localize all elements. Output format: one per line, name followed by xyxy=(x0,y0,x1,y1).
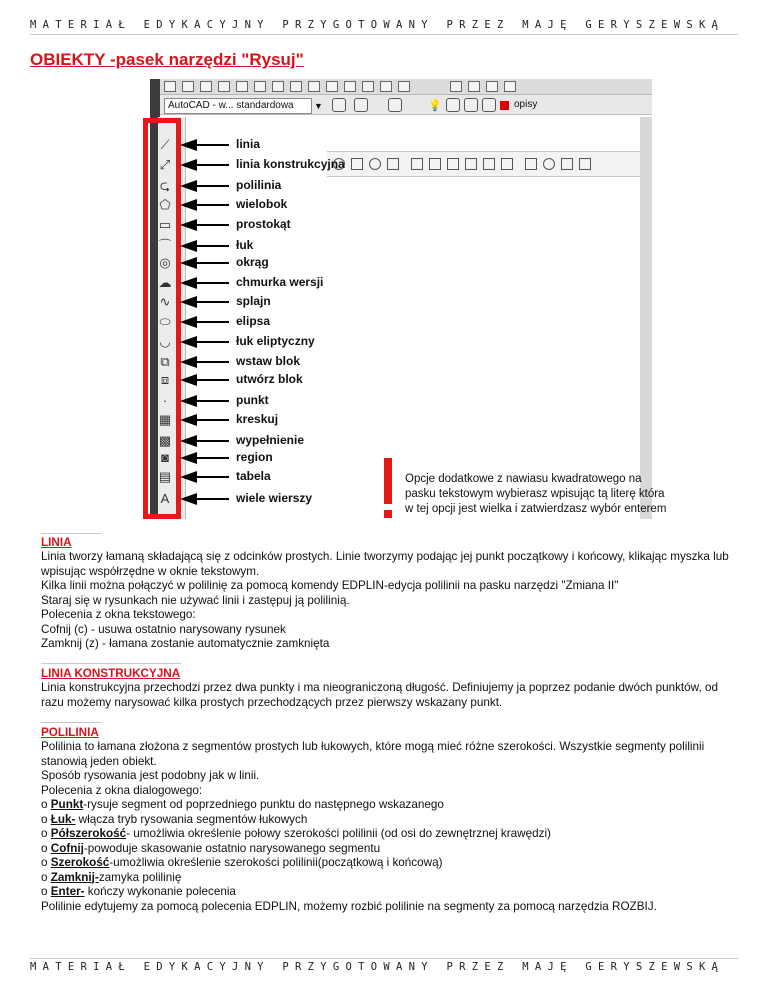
bullet-marker: o xyxy=(41,841,48,855)
arrow-left-icon xyxy=(180,316,197,328)
hatch-icon[interactable]: ▦ xyxy=(158,412,172,427)
tool-label: linia konstrukcyjna xyxy=(236,157,345,171)
section-divider xyxy=(41,722,101,723)
tool-label: okrąg xyxy=(236,255,269,269)
bullet-text: włącza tryb rysowania segmentów łukowych xyxy=(75,812,308,826)
bullet-text: -powoduje skasowanie ostatnio narysowanego segmentu xyxy=(83,841,381,855)
arrow-shaft xyxy=(196,400,229,402)
spline-icon[interactable]: ∿ xyxy=(159,294,171,309)
section-divider xyxy=(41,663,181,664)
elliptical-arc-icon[interactable]: ◡ xyxy=(159,334,171,349)
bullet-text: zamyka polilinię xyxy=(98,870,182,884)
paragraph: Zamknij (z) - łamana zostanie automatycznie zamknięta xyxy=(41,637,330,650)
arrow-shaft xyxy=(196,185,229,187)
tool-label: wstaw blok xyxy=(236,354,301,368)
paragraph: Linia tworzy łamaną składającą się z odcinków prostych. Linie tworzymy podając jej punkt początkowy i końcowy, klikając myszka lub wpisując współrzędne w oknie tekstowym. xyxy=(41,550,729,578)
circle-icon[interactable]: ◎ xyxy=(159,255,171,270)
tool-label: linia xyxy=(236,137,261,151)
bullet-item xyxy=(41,827,741,842)
bullet-marker: o xyxy=(41,812,48,826)
bullet-text: -rysuje segment od poprzedniego punktu do następnego wskazanego xyxy=(83,798,444,811)
bullet-keyword: Cofnij xyxy=(50,841,84,855)
arrow-shaft xyxy=(196,457,229,459)
bullet-keyword: Szerokość xyxy=(50,856,110,869)
section-body-linia-konstrukcyjna xyxy=(41,681,741,710)
arrow-left-icon xyxy=(180,257,197,269)
tool-label: utwórz blok xyxy=(236,372,303,386)
arrow-left-icon xyxy=(180,395,197,407)
tool-label: kreskuj xyxy=(236,412,279,426)
arrow-left-icon xyxy=(180,277,197,289)
arrow-left-icon xyxy=(180,296,197,308)
region-icon[interactable]: ◙ xyxy=(161,450,169,465)
bullet-item xyxy=(41,885,741,900)
bullet-marker: o xyxy=(41,885,48,898)
bullet-item xyxy=(41,856,741,871)
layer-manager-icon[interactable] xyxy=(388,98,402,112)
layer-state-icon[interactable] xyxy=(482,98,496,112)
gradient-icon[interactable]: ▩ xyxy=(158,433,172,448)
section-title-polilinia: POLILINIA xyxy=(41,726,99,739)
page-header: MATERIAŁ EDYKACYJNY PRZYGOTOWANY PRZEZ MAJĘ GERYSZEWSKĄ xyxy=(30,19,738,35)
arrow-shaft xyxy=(196,224,229,226)
rectangle-icon[interactable]: ▭ xyxy=(158,217,172,232)
bullet-item xyxy=(41,871,741,886)
create-block-icon[interactable]: ⧈ xyxy=(160,372,170,387)
bullet-keyword: Półszerokość xyxy=(50,827,127,840)
arrow-left-icon xyxy=(180,356,197,368)
arrow-left-icon xyxy=(180,452,197,464)
arrow-left-icon xyxy=(180,180,197,192)
arrow-shaft xyxy=(196,379,229,381)
arrow-left-icon xyxy=(180,374,197,386)
paragraph: Staraj się w rysunkach nie używać linii i zastępuj ją polilinią. xyxy=(41,593,350,607)
arrow-shaft xyxy=(196,262,229,264)
arrow-left-icon xyxy=(180,240,197,252)
page-footer: MATERIAŁ EDYKACYJNY PRZYGOTOWANY PRZEZ MAJĘ GERYSZEWSKĄ xyxy=(30,958,738,974)
layer-color-swatch xyxy=(500,101,509,110)
construction-line-icon[interactable]: ⤢ xyxy=(159,157,171,172)
bullet-item xyxy=(41,813,741,828)
line-icon[interactable]: ⟋ xyxy=(160,137,170,152)
arrow-left-icon xyxy=(180,435,197,447)
arrow-shaft xyxy=(196,341,229,343)
tool-row xyxy=(0,254,400,272)
tool-row xyxy=(0,392,400,410)
workspace-icon[interactable] xyxy=(354,98,368,112)
tool-label: polilinia xyxy=(236,178,282,192)
arrow-left-icon xyxy=(180,493,197,505)
tool-row xyxy=(0,196,400,214)
arrow-left-icon xyxy=(180,159,197,171)
arc-icon[interactable]: ⌒ xyxy=(158,238,172,253)
arrow-shaft xyxy=(196,204,229,206)
arrow-shaft xyxy=(196,419,229,421)
revision-cloud-icon[interactable]: ☁ xyxy=(158,275,172,290)
bullet-text: kończy wykonanie polecenia xyxy=(84,885,236,898)
paragraph: Polilinie edytujemy za pomocą polecenia EDPLIN, możemy rozbić polilinie na segmenty za pomocą narzędzia ROZBIJ. xyxy=(41,899,657,913)
bullet-text: -umożliwia określenie szerokości polilinii(początkową i końcową) xyxy=(109,856,443,869)
bullet-keyword: Łuk- xyxy=(50,812,76,826)
tool-label: region xyxy=(236,450,273,464)
bullet-text: - umożliwia określenie połowy szerokości polilinii (od osi do zewnętrznej krawędzi) xyxy=(126,827,551,840)
table-icon[interactable]: ▤ xyxy=(158,469,172,484)
tool-label: łuk eliptyczny xyxy=(236,334,315,348)
sun-icon[interactable] xyxy=(446,98,460,112)
lightbulb-icon[interactable]: 💡 xyxy=(428,100,442,112)
tool-label: elipsa xyxy=(236,314,271,328)
polygon-icon[interactable]: ⬠ xyxy=(159,197,171,212)
bullet-marker: o xyxy=(41,870,48,884)
tool-row xyxy=(0,136,400,154)
tool-label: wielobok xyxy=(236,197,288,211)
arrow-shaft xyxy=(196,282,229,284)
bullet-marker: o xyxy=(41,798,48,811)
bullet-keyword: Enter- xyxy=(50,885,85,898)
paragraph: Sposób rysowania jest podobny jak w linii. xyxy=(41,769,260,782)
arrow-left-icon xyxy=(180,139,197,151)
tool-row xyxy=(0,216,400,234)
paragraph: Polecenia z okna tekstowego: xyxy=(41,608,196,621)
tool-row xyxy=(0,468,400,486)
layer-name[interactable]: opisy xyxy=(514,99,538,110)
bullet-item xyxy=(41,842,741,857)
bullet-keyword: Punkt xyxy=(50,798,84,811)
tool-row xyxy=(0,449,400,467)
standard-toolbar xyxy=(150,79,652,95)
window-scroll-area xyxy=(640,117,652,519)
arrow-shaft xyxy=(196,245,229,247)
gear-icon[interactable] xyxy=(332,98,346,112)
paragraph: Linia konstrukcyjna przechodzi przez dwa punkty i ma nieograniczoną długość. Definiujemy ja poprzez podanie dwóch punktów, od razu możemy narysować kilka prostych przechodzących przez pierwszy wskazany punkt. xyxy=(41,681,718,709)
section-body-linia xyxy=(41,550,741,652)
tool-row xyxy=(0,353,400,371)
tool-label: łuk xyxy=(236,238,254,252)
ellipse-icon[interactable]: ⬭ xyxy=(159,314,171,329)
tool-label: prostokąt xyxy=(236,217,291,231)
tool-label: splajn xyxy=(236,294,271,308)
tool-row xyxy=(0,432,400,450)
arrow-shaft xyxy=(196,301,229,303)
tool-row xyxy=(0,371,400,389)
arrow-left-icon xyxy=(180,336,197,348)
multiline-text-icon[interactable]: A xyxy=(160,491,170,506)
lock-icon[interactable] xyxy=(464,98,478,112)
arrow-shaft xyxy=(196,321,229,323)
paragraph: Kilka linii można połączyć w polilinię za pomocą komendy EDPLIN-edycja polilinii na pasku narzędzi "Zmiana II" xyxy=(41,579,619,592)
arrow-left-icon xyxy=(180,471,197,483)
arrow-shaft xyxy=(196,144,229,146)
bullet-item xyxy=(41,798,741,813)
paragraph: Polecenia z okna dialogowego: xyxy=(41,783,203,797)
exclamation-icon xyxy=(380,458,396,518)
page-title: OBIEKTY -pasek narzędzi "Rysuj" xyxy=(30,50,304,69)
tool-row xyxy=(0,237,400,255)
arrow-left-icon xyxy=(180,414,197,426)
section-divider xyxy=(41,533,101,534)
tool-row xyxy=(0,490,400,508)
arrow-shaft xyxy=(196,498,229,500)
paragraph: Polilinia to łamana złożona z segmentów prostych lub łukowych, które mogą mieć różne szerokości. Wszystkie segmenty polilinii stanowią jeden obiekt. xyxy=(41,740,705,768)
options-note: Opcje dodatkowe z nawiasu kwadratowego na pasku tekstowym wybierasz wpisując tą literę która w tej opcji jest wielka i zatwierdzasz wybór enterem xyxy=(405,473,667,515)
arrow-left-icon xyxy=(180,199,197,211)
tool-label: chmurka wersji xyxy=(236,275,324,289)
tool-row xyxy=(0,411,400,429)
bullet-keyword: Zamknij- xyxy=(50,870,99,884)
tool-row xyxy=(0,274,400,292)
tool-row xyxy=(0,156,400,174)
arrow-shaft xyxy=(196,164,229,166)
tool-label: wypełnienie xyxy=(236,433,305,447)
section-title-linia-konstrukcyjna: LINIA KONSTRUKCYJNA xyxy=(41,667,181,680)
tool-row xyxy=(0,177,400,195)
arrow-shaft xyxy=(196,361,229,363)
tool-row xyxy=(0,313,400,331)
section-title-linia: LINIA xyxy=(41,536,72,549)
section-body-polilinia xyxy=(41,740,741,914)
point-icon[interactable]: · xyxy=(162,393,168,408)
arrow-shaft xyxy=(196,476,229,478)
tool-row xyxy=(0,293,400,311)
chevron-down-icon[interactable]: ▼ xyxy=(314,101,323,111)
bullet-marker: o xyxy=(41,827,48,840)
insert-block-icon[interactable]: ⧉ xyxy=(160,354,170,369)
tool-label: wiele wierszy xyxy=(236,491,313,505)
workspace-select[interactable]: AutoCAD - w... standardowa xyxy=(164,98,312,114)
tool-label: punkt xyxy=(236,393,269,407)
arrow-shaft xyxy=(196,440,229,442)
polyline-icon[interactable]: ⮎ xyxy=(159,178,171,193)
bullet-marker: o xyxy=(41,856,48,869)
tool-label: tabela xyxy=(236,469,271,483)
tool-row xyxy=(0,333,400,351)
paragraph: Cofnij (c) - usuwa ostatnio narysowany rysunek xyxy=(41,622,286,636)
arrow-left-icon xyxy=(180,219,197,231)
